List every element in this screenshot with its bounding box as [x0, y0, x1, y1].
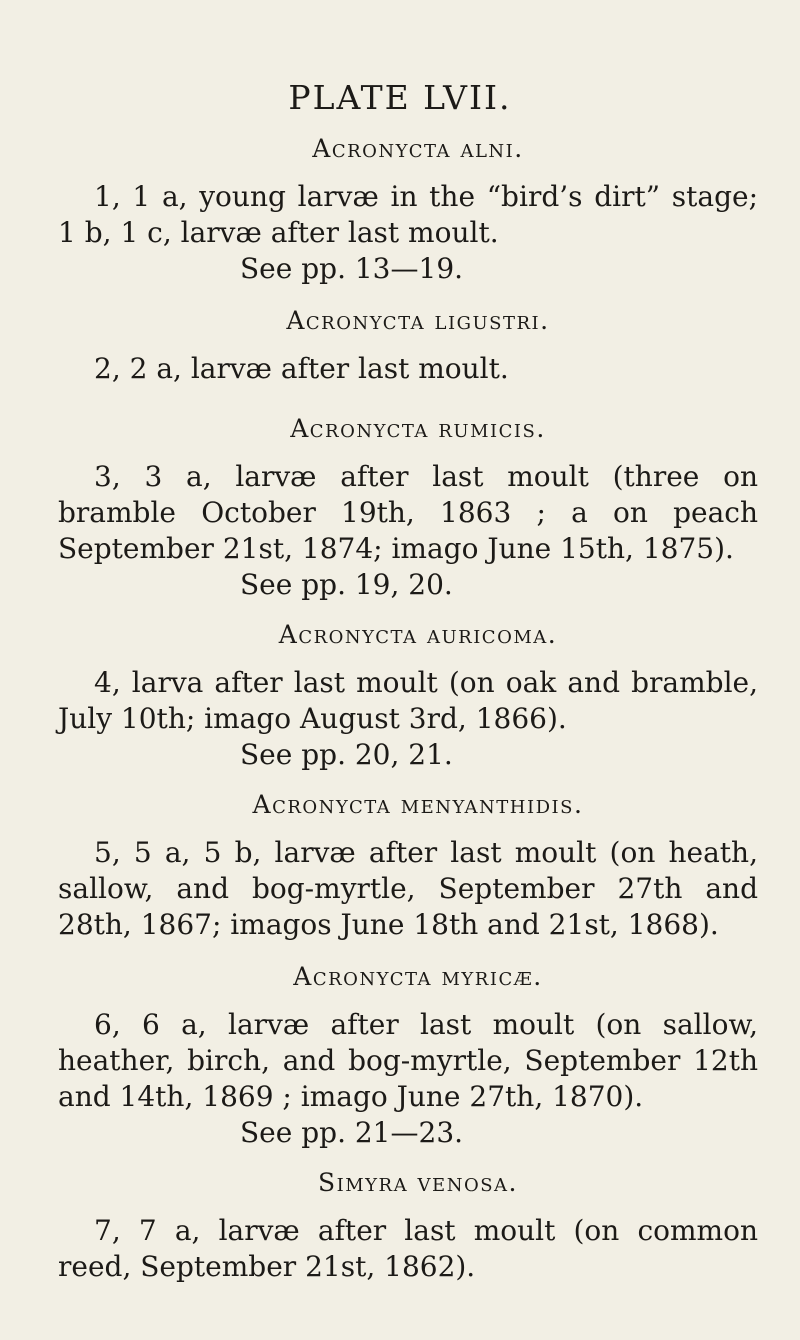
species-description: 7, 7 a, larvæ after last moult (on common reed, September 21st, 1862). [58, 1214, 758, 1283]
species-description: 1, 1 a, young larvæ in the “bird’s dirt” stage; 1 b, 1 c, larvæ after last moult. [58, 180, 758, 249]
section-acronycta-menyanthidis [58, 790, 758, 943]
page-reference: See pp. 13—19. [240, 252, 464, 285]
species-description: 6, 6 a, larvæ after last moult (on sallow, heather, birch, and bog-myrtle, September 12th and 14th, 1869 ; imago June 27th, 1870). [58, 1008, 758, 1113]
species-heading: Acronycta rumicis. [290, 414, 546, 443]
species-description: 4, larva after last moult (on oak and bramble, July 10th; imago August 3rd, 1866). [58, 666, 758, 735]
species-heading: Acronycta menyanthidis. [252, 790, 584, 819]
section-acronycta-myricae [58, 962, 758, 1151]
section-acronycta-auricoma [58, 620, 758, 773]
section-acronycta-ligustri [58, 306, 758, 387]
page-reference: See pp. 19, 20. [240, 568, 453, 601]
page-reference: See pp. 21—23. [240, 1116, 464, 1149]
species-heading: Acronycta alni. [312, 134, 524, 163]
species-heading: Simyra venosa. [318, 1168, 518, 1197]
section-acronycta-alni [58, 134, 758, 287]
page-reference: See pp. 20, 21. [240, 738, 453, 771]
species-heading: Acronycta myricæ. [293, 962, 543, 991]
species-heading: Acronycta ligustri. [286, 306, 550, 335]
plate-title: PLATE LVII. [288, 78, 512, 117]
species-description: 5, 5 a, 5 b, larvæ after last moult (on heath, sallow, and bog-myrtle, September 27th and 28th, 1867; imagos June 18th and 21st, 1868). [58, 836, 758, 941]
species-description: 2, 2 a, larvæ after last moult. [94, 352, 509, 385]
species-heading: Acronycta auricoma. [278, 620, 558, 649]
section-acronycta-rumicis [58, 414, 758, 603]
species-description: 3, 3 a, larvæ after last moult (three on bramble October 19th, 1863 ; a on peach September 21st, 1874; imago June 15th, 1875). [58, 460, 758, 565]
section-simyra-venosa [58, 1168, 758, 1285]
